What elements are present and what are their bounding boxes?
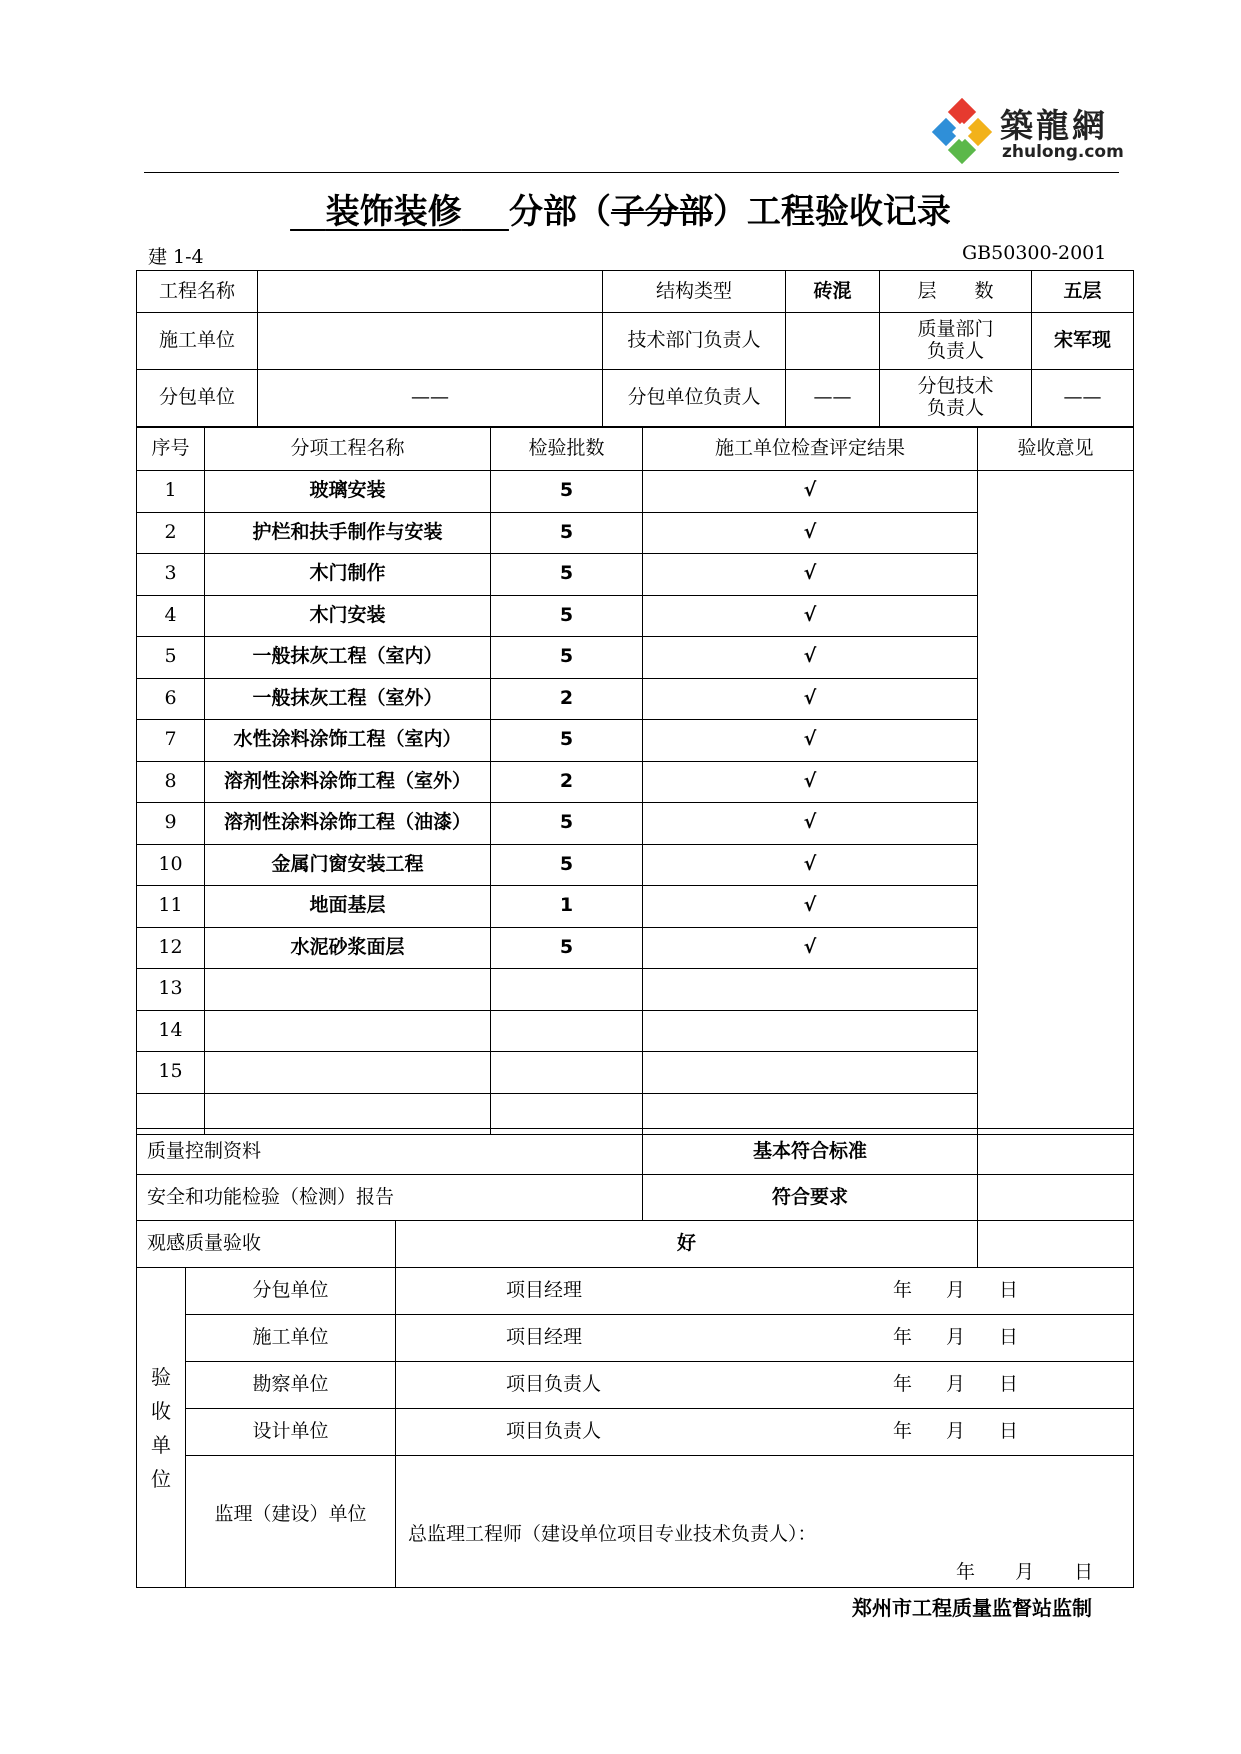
acceptance-row bbox=[137, 1362, 1134, 1409]
supervision-unit-label: 监理（建设）单位 bbox=[186, 1456, 396, 1588]
item-no: 8 bbox=[137, 761, 205, 803]
project-info-table bbox=[136, 270, 1134, 427]
acceptance-group-text: 验收单位 bbox=[151, 1364, 171, 1491]
control-docs-label: 质量控制资料 bbox=[137, 1129, 643, 1175]
item-no: 11 bbox=[137, 886, 205, 928]
item-no: 2 bbox=[137, 512, 205, 554]
item-batches[interactable]: 5 bbox=[491, 844, 643, 886]
item-batches[interactable] bbox=[491, 1010, 643, 1052]
item-result[interactable]: √ bbox=[643, 595, 978, 637]
page-title bbox=[0, 184, 1241, 233]
quality-head-value[interactable]: 宋军现 bbox=[1032, 313, 1134, 370]
acceptance-unit: 设计单位 bbox=[186, 1409, 396, 1456]
acceptance-unit: 施工单位 bbox=[186, 1315, 396, 1362]
acceptance-role: 项目负责人 bbox=[506, 1420, 602, 1442]
item-batches[interactable]: 5 bbox=[491, 803, 643, 845]
item-name: 玻璃安装 bbox=[205, 471, 491, 513]
floors-label: 层 数 bbox=[880, 271, 1032, 313]
item-result[interactable] bbox=[643, 1010, 978, 1052]
acceptance-row bbox=[137, 1409, 1134, 1456]
item-result[interactable]: √ bbox=[643, 512, 978, 554]
supervision-date-month: 月 bbox=[1015, 1561, 1035, 1583]
quality-head-label-text: 质量部门负责人 bbox=[917, 318, 994, 362]
item-result[interactable]: √ bbox=[643, 554, 978, 596]
structure-type-label: 结构类型 bbox=[603, 271, 786, 313]
item-name[interactable] bbox=[205, 1010, 491, 1052]
item-no: 10 bbox=[137, 844, 205, 886]
item-no: 12 bbox=[137, 927, 205, 969]
acceptance-table bbox=[136, 1267, 1134, 1588]
item-batches[interactable]: 5 bbox=[491, 595, 643, 637]
acceptance-date bbox=[893, 1327, 1018, 1349]
item-batches: 5 bbox=[491, 471, 643, 513]
structure-type-value[interactable]: 砖混 bbox=[786, 271, 880, 313]
sub-unit-head-value[interactable]: —— bbox=[786, 370, 880, 427]
item-no: 5 bbox=[137, 637, 205, 679]
form-number: 建 1-4 bbox=[148, 246, 204, 268]
acceptance-role: 项目经理 bbox=[506, 1326, 583, 1348]
quality-table bbox=[136, 1128, 1134, 1268]
item-batches[interactable] bbox=[491, 969, 643, 1011]
item-name[interactable]: 一般抹灰工程（室内） bbox=[205, 637, 491, 679]
acceptance-date-month: 月 bbox=[946, 1279, 966, 1301]
sub-unit-head-label: 分包单位负责人 bbox=[603, 370, 786, 427]
visual-quality-opinion[interactable] bbox=[978, 1221, 1134, 1268]
acceptance-row bbox=[137, 1315, 1134, 1362]
item-batches[interactable]: 1 bbox=[491, 886, 643, 928]
acceptance-date-year: 年 bbox=[893, 1279, 913, 1301]
control-docs-opinion[interactable] bbox=[978, 1129, 1134, 1175]
item-name[interactable] bbox=[205, 969, 491, 1011]
title-part3: ）工程验收记录 bbox=[712, 192, 951, 232]
item-result[interactable]: √ bbox=[643, 761, 978, 803]
item-result[interactable] bbox=[643, 1052, 978, 1094]
item-result[interactable]: √ bbox=[643, 803, 978, 845]
sub-tech-head-label bbox=[880, 370, 1032, 427]
item-name[interactable]: 木门制作 bbox=[205, 554, 491, 596]
item-result[interactable]: √ bbox=[643, 637, 978, 679]
acceptance-sign-cell[interactable] bbox=[396, 1409, 1134, 1456]
item-no: 14 bbox=[137, 1010, 205, 1052]
item-name[interactable]: 水性涂料涂饰工程（室内） bbox=[205, 720, 491, 762]
item-name[interactable]: 溶剂性涂料涂饰工程（油漆） bbox=[205, 803, 491, 845]
acceptance-opinion-cell[interactable] bbox=[978, 471, 1134, 1135]
contractor-field[interactable] bbox=[258, 313, 603, 370]
sub-tech-head-value[interactable]: —— bbox=[1032, 370, 1134, 427]
table-row bbox=[137, 471, 1134, 513]
zhulong-logo bbox=[928, 98, 1128, 170]
acceptance-sign-cell[interactable] bbox=[396, 1268, 1134, 1315]
item-batches[interactable]: 5 bbox=[491, 512, 643, 554]
acceptance-date-month: 月 bbox=[946, 1326, 966, 1348]
supervision-date bbox=[956, 1562, 1093, 1584]
zhulong-logo-icon bbox=[928, 98, 998, 170]
acceptance-date bbox=[893, 1421, 1018, 1443]
visual-quality-value[interactable]: 好 bbox=[396, 1221, 978, 1268]
quality-head-label bbox=[880, 313, 1032, 370]
logo-en-text: zhulong.com bbox=[1002, 142, 1124, 162]
item-no: 4 bbox=[137, 595, 205, 637]
item-no: 6 bbox=[137, 678, 205, 720]
tech-head-label: 技术部门负责人 bbox=[603, 313, 786, 370]
acceptance-row bbox=[137, 1268, 1134, 1315]
item-name[interactable]: 护栏和扶手制作与安装 bbox=[205, 512, 491, 554]
item-result: √ bbox=[643, 471, 978, 513]
supervision-date-day: 日 bbox=[1074, 1561, 1094, 1583]
header-rule bbox=[144, 172, 1119, 173]
acceptance-date-day: 日 bbox=[999, 1373, 1019, 1395]
title-underlined-part: 装饰装修 bbox=[325, 192, 462, 232]
items-table bbox=[136, 427, 1134, 1135]
item-batches[interactable]: 2 bbox=[491, 678, 643, 720]
item-no: 3 bbox=[137, 554, 205, 596]
items-header-row bbox=[137, 428, 1134, 471]
acceptance-group-label bbox=[137, 1268, 186, 1588]
safety-report-opinion[interactable] bbox=[978, 1175, 1134, 1221]
acceptance-role: 项目负责人 bbox=[506, 1373, 602, 1395]
acceptance-unit: 勘察单位 bbox=[186, 1362, 396, 1409]
item-batches[interactable]: 2 bbox=[491, 761, 643, 803]
col-header-name: 分项工程名称 bbox=[205, 428, 491, 471]
title-struck-part: 子分部 bbox=[610, 192, 713, 232]
visual-quality-label: 观感质量验收 bbox=[137, 1221, 396, 1268]
item-batches[interactable]: 5 bbox=[491, 927, 643, 969]
acceptance-date-year: 年 bbox=[893, 1373, 913, 1395]
item-result[interactable]: √ bbox=[643, 720, 978, 762]
acceptance-date-month: 月 bbox=[946, 1373, 966, 1395]
project-name-field[interactable] bbox=[258, 271, 603, 313]
logo-cn-text: 築龍網 bbox=[1000, 106, 1108, 145]
control-docs-value[interactable]: 基本符合标准 bbox=[643, 1129, 978, 1175]
item-no: 13 bbox=[137, 969, 205, 1011]
item-no: 7 bbox=[137, 720, 205, 762]
item-batches[interactable] bbox=[491, 1052, 643, 1094]
item-no: 1 bbox=[137, 471, 205, 513]
contractor-label: 施工单位 bbox=[137, 313, 258, 370]
supervision-text: 总监理工程师（建设单位项目专业技术负责人）： bbox=[408, 1523, 817, 1545]
title-part2: 分部（ bbox=[508, 192, 611, 232]
supervision-date-year: 年 bbox=[956, 1561, 976, 1583]
item-result[interactable]: √ bbox=[643, 886, 978, 928]
acceptance-date bbox=[893, 1374, 1018, 1396]
floors-value[interactable]: 五层 bbox=[1032, 271, 1134, 313]
acceptance-date-day: 日 bbox=[999, 1279, 1019, 1301]
item-name[interactable]: 金属门窗安装工程 bbox=[205, 844, 491, 886]
item-batches[interactable]: 5 bbox=[491, 720, 643, 762]
item-name[interactable]: 水泥砂浆面层 bbox=[205, 927, 491, 969]
acceptance-unit: 分包单位 bbox=[186, 1268, 396, 1315]
acceptance-sign-cell[interactable] bbox=[396, 1362, 1134, 1409]
acceptance-date-day: 日 bbox=[999, 1420, 1019, 1442]
footer-text: 郑州市工程质量监督站监制 bbox=[852, 1596, 1092, 1620]
item-no: 15 bbox=[137, 1052, 205, 1094]
supervision-sign-cell[interactable] bbox=[396, 1456, 1134, 1588]
safety-report-value[interactable]: 符合要求 bbox=[643, 1175, 978, 1221]
acceptance-date-month: 月 bbox=[946, 1420, 966, 1442]
col-header-result: 施工单位检查评定结果 bbox=[643, 428, 978, 471]
project-name-label: 工程名称 bbox=[137, 271, 258, 313]
item-no: 9 bbox=[137, 803, 205, 845]
item-batches[interactable]: 5 bbox=[491, 637, 643, 679]
standard-number: GB50300-2001 bbox=[962, 242, 1107, 264]
col-header-no: 序号 bbox=[137, 428, 205, 471]
item-batches[interactable]: 5 bbox=[491, 554, 643, 596]
item-result[interactable]: √ bbox=[643, 678, 978, 720]
acceptance-date-year: 年 bbox=[893, 1326, 913, 1348]
item-result[interactable]: √ bbox=[643, 927, 978, 969]
item-result[interactable] bbox=[643, 969, 978, 1011]
safety-report-label: 安全和功能检验（检测）报告 bbox=[137, 1175, 643, 1221]
col-header-batches: 检验批数 bbox=[491, 428, 643, 471]
item-result[interactable]: √ bbox=[643, 844, 978, 886]
item-name[interactable]: 一般抹灰工程（室外） bbox=[205, 678, 491, 720]
col-header-opinion: 验收意见 bbox=[978, 428, 1134, 471]
acceptance-date-year: 年 bbox=[893, 1420, 913, 1442]
acceptance-date-day: 日 bbox=[999, 1326, 1019, 1348]
item-name[interactable]: 地面基层 bbox=[205, 886, 491, 928]
acceptance-sign-cell[interactable] bbox=[396, 1315, 1134, 1362]
sub-tech-head-label-text: 分包技术负责人 bbox=[917, 375, 994, 419]
sub-unit-label: 分包单位 bbox=[137, 370, 258, 427]
item-name[interactable] bbox=[205, 1052, 491, 1094]
acceptance-role: 项目经理 bbox=[506, 1279, 583, 1301]
tech-head-field[interactable] bbox=[786, 313, 880, 370]
item-name[interactable]: 木门安装 bbox=[205, 595, 491, 637]
item-name[interactable]: 溶剂性涂料涂饰工程（室外） bbox=[205, 761, 491, 803]
acceptance-date bbox=[893, 1280, 1018, 1302]
sub-unit-value[interactable]: —— bbox=[258, 370, 603, 427]
